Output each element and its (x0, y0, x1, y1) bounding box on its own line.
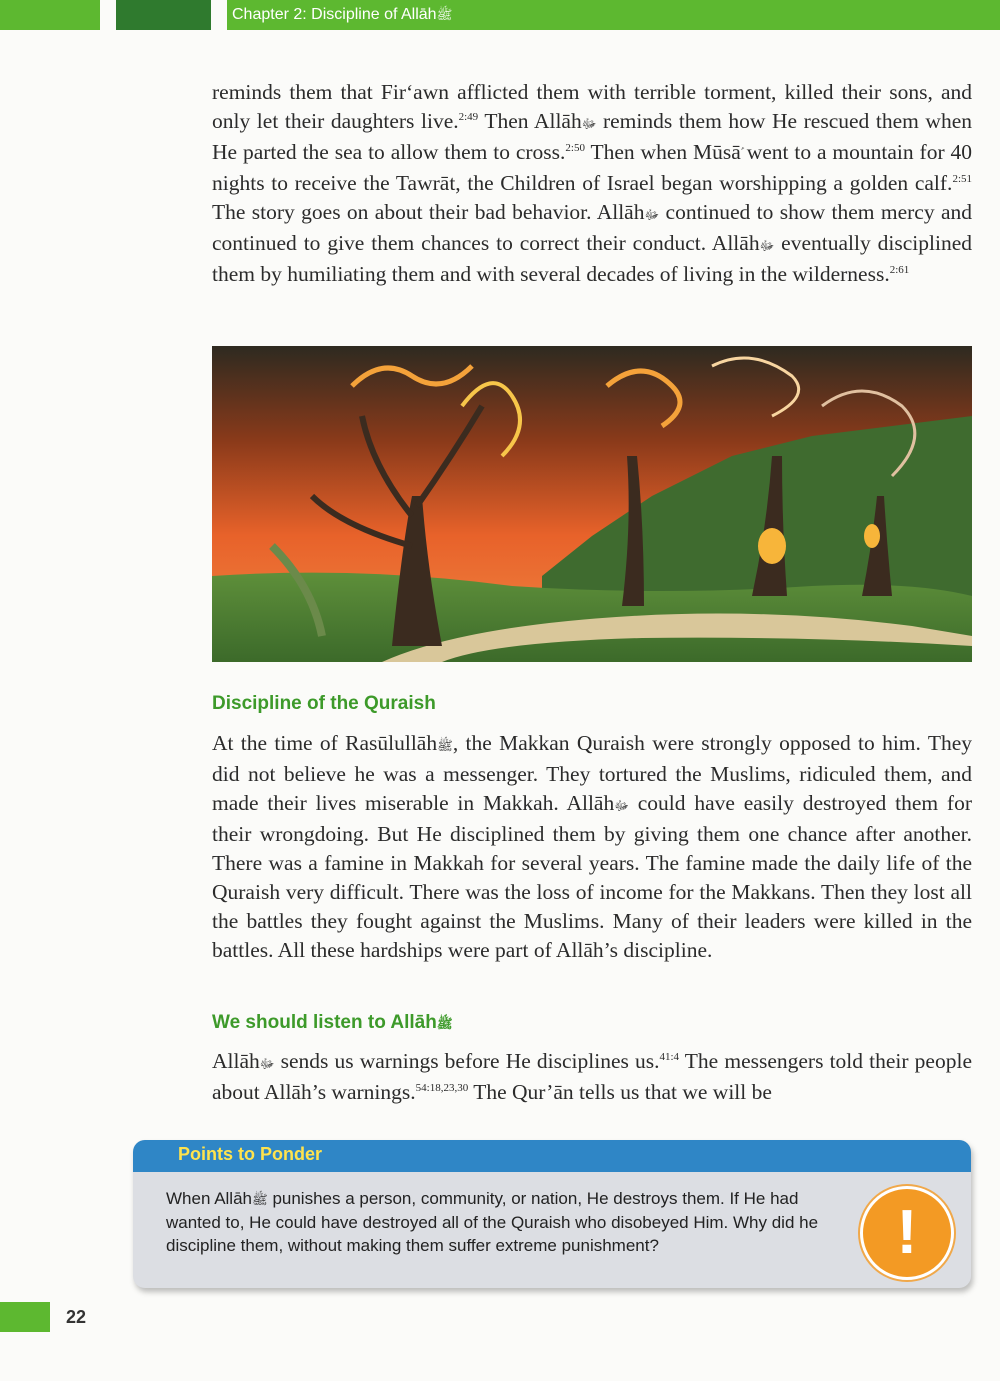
paragraph-quraish: At the time of Rasūlullāhﷺ, the Makkan Quraish were strongly opposed to him. They did not believe he was a messenger. They tortured the Muslims, ridiculed them, and made their lives miserable in Makkah. Allāhﷻ could have easily destroyed them for their wrongdoing. But He disciplined them by giving them one chance after another. There was a famine in Makkah for several years. The famine made the daily life of the Quraish very difficult. There was the loss of income for the Makkans. Then they lost all the battles they fought against the Muslims. Many of their leaders were killed in the battles. All these hardships were part of Allāh’s discipline. (212, 731, 972, 962)
footer-bar (0, 1302, 50, 1332)
paragraph-1: reminds them that Fir‘awn afflicted them with terrible torment, killed their sons, and only let their daughters live.$^{2:49}$ Then Allāhﷻ reminds them how He rescued them when He parted the sea to allow them to cross.$^{2:50}$ Then when Mūsā went to a mountain for 40 nights to receive the Tawrāt, the Children of Israel began worshipping a golden calf.$^{2:51}$ The story goes on about their bad behavior. Allāhﷻ continued to show them mercy and continued to give them chances to correct their conduct. Allāhﷻ eventually disciplined them by humiliating them and with several decades of living in the wilderness.$^{2:61}$ (212, 80, 973, 286)
honorific-icon: ﷻ (644, 207, 660, 222)
salutation-icon: ﷺ (436, 7, 453, 22)
header-bar-dark (116, 0, 211, 30)
honorific-icon: ﷻ (581, 116, 597, 131)
exclamation-icon: ! (860, 1186, 954, 1280)
chapter-title: Chapter 2: Discipline of Allāhﷺ (232, 6, 453, 23)
salutation-icon: ﷺ (437, 738, 453, 753)
paragraph-listen: Allāhﷻ sends us warnings before He disciplines us.$^{41:4}$ The messengers told their people about Allāh’s warnings.$^{54:18,23,30}$ The Qur’ān tells us that we will be (212, 1049, 972, 1104)
burning-forest-illustration (212, 346, 972, 662)
header-bar-left (0, 0, 100, 30)
verse-ref: 54:18,23,30 (415, 1081, 469, 1094)
honorific-icon: ﷻ (259, 1056, 275, 1071)
points-to-ponder-box (133, 1140, 971, 1288)
section-heading-listen: We should listen to Allāhﷺ (212, 1012, 453, 1033)
ponder-title: Points to Ponder (178, 1144, 322, 1164)
salutation-icon: ﷺ (436, 1016, 453, 1031)
verse-ref: 2:51 (952, 172, 972, 185)
verse-ref: 2:50 (565, 141, 585, 154)
page-number: 22 (66, 1307, 87, 1327)
verse-ref: 2:49 (458, 110, 479, 123)
verse-ref: 41:4 (659, 1050, 680, 1063)
section-heading-quraish: Discipline of the Quraish (212, 693, 436, 714)
honorific-icon: ﷻ (614, 798, 629, 813)
honorific-icon: ﷻ (759, 238, 775, 253)
ponder-text: When Allāhﷺ punishes a person, community, or nation, He destroys them. If He had wanted to, He could have destroyed all of the Quraish who disobeyed Him. Why did he discipline them, without making them suffer extreme punishment? (166, 1189, 819, 1255)
verse-ref: 2:61 (889, 263, 910, 276)
salutation-icon: ﷺ (252, 1192, 268, 1207)
